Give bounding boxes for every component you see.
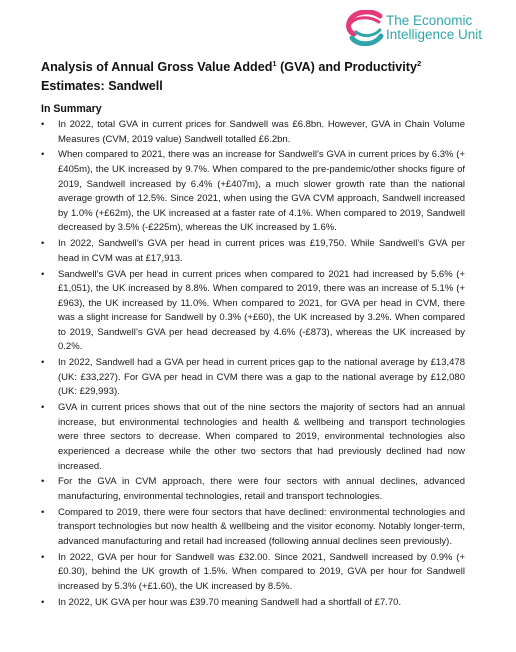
document-title — [41, 58, 481, 96]
summary-item: • GVA in current prices shows that out of the nine sectors the majority of sectors had an annual increase, but environmental technologies and health & wellbeing and transport technologies were three sectors to decrease. When compared to 2019, environmental technologies also experienced a decrease while the other two sectors that had previously declined had now increased. — [58, 401, 465, 474]
logo-line-2: Intelligence Unit — [386, 27, 483, 42]
summary-item: • In 2022, Sandwell had a GVA per head in current prices gap to the national average by £13,478 (UK: £33,227). For GVA per head in CVM there was a gap to the national average by £12,080 (UK: £29,993). — [58, 356, 465, 400]
summary-item: • In 2022, total GVA in current prices for Sandwell was £6.8bn. However, GVA in Chain Volume Measures (CVM, 2019 value) Sandwell totalled £6.2bn. — [58, 118, 465, 147]
summary-item: • In 2022, GVA per hour for Sandwell was £32.00. Since 2021, Sandwell increased by 0.9% (+£0.30), behind the UK growth of 1.5%. When compared to 2019, GVA per hour for Sandwell increased by 5.3% (+£1.60), the UK increased by 8.5%. — [58, 551, 465, 595]
section-heading: In Summary — [41, 103, 102, 115]
summary-item: • For the GVA in CVM approach, there were four sectors with annual declines, advanced manufacturing, environmental technologies, retail and transport technologies. — [58, 475, 465, 504]
summary-item: • Sandwell’s GVA per head in current prices when compared to 2021 had increased by 5.6% (+£1,051), the UK increased by 8.8%. When compared to 2019, there was an increase of 5.1% (+£963), the UK increased by 11.0%. When compared to 2021, for GVA per head in CVM, there was a slight increase for Sandwell by 0.3% (+£60), the UK increased by 3.2%. When compared to 2019, Sandwell’s GVA per head decreased by 4.6% (-£873), whereas the UK increased by 0.2%. — [58, 268, 465, 356]
title-text-middle: (GVA) and Productivity — [276, 60, 417, 74]
footnote-ref-1[interactable]: 1 — [272, 59, 277, 68]
title-text: Analysis of Annual Gross Value Added — [41, 60, 273, 74]
organisation-name — [386, 14, 482, 42]
title-subject: Estimates: Sandwell — [41, 79, 163, 93]
summary-list — [58, 118, 465, 611]
summary-item: • In 2022, Sandwell’s GVA per head in current prices was £19,750. While Sandwell’s GVA per head in CVM was at £17,913. — [58, 237, 465, 266]
logo-line-1: The Economic — [386, 13, 473, 28]
summary-item: • When compared to 2021, there was an increase for Sandwell’s GVA in current prices by 6.3% (+£405m), the UK increased by 9.7%. When compared to the pre-pandemic/other shocks figure of 2019, Sandwell increased by 6.4% (+£407m), a much slower growth rate than the national average growth of 12.5%. Since 2021, when using the GVA CVM approach, Sandwell increased by 1.0% (+£62m), the UK increased at a faster rate of 4.1%. When compared to 2019, Sandwell decreased by 3.5% (-£225m), whereas the UK increased by 1.6%. — [58, 148, 465, 236]
economic-intelligence-unit-logo — [346, 10, 506, 46]
summary-item: • In 2022, UK GVA per hour was £39.70 meaning Sandwell had a shortfall of £7.70. — [58, 596, 465, 611]
logo-mark-icon — [346, 10, 384, 46]
footnote-ref-2[interactable]: 2 — [417, 59, 422, 68]
summary-item: • Compared to 2019, there were four sectors that have declined: environmental technologies and transport technologies but now health & wellbeing and the visitor economy. Notably longer-term, advanced manufacturing and retail had increased (following annual declines seen previously). — [58, 506, 465, 550]
